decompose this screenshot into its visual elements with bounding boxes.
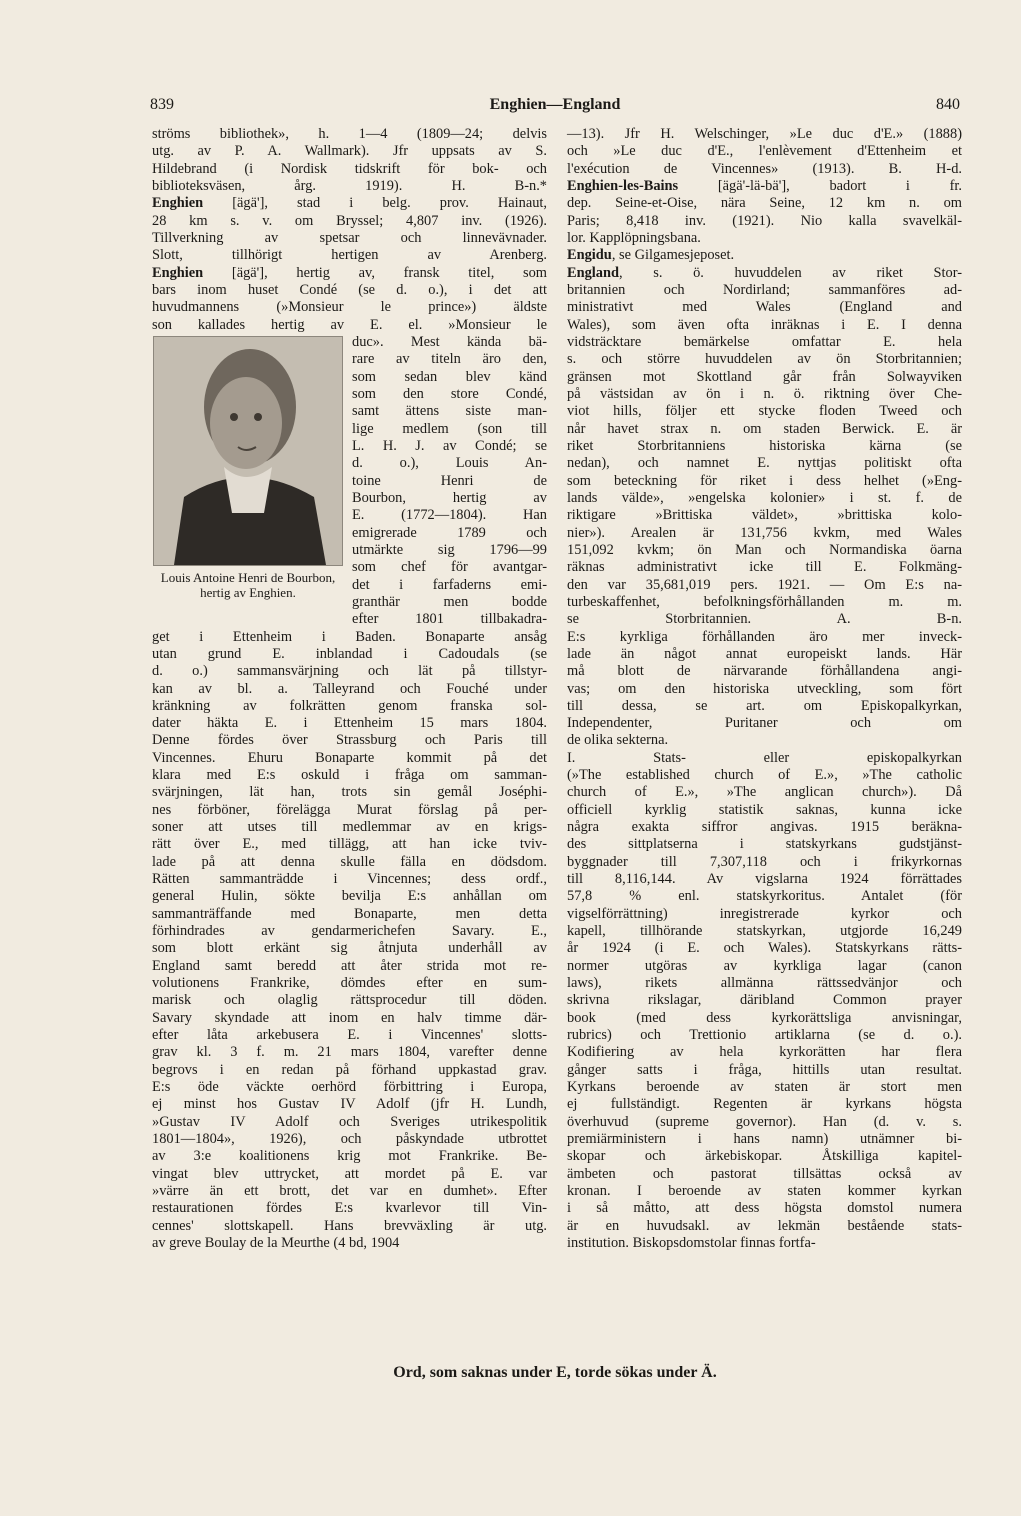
text-line: lands välde», »engelska kolonier» i st. f. de: [567, 489, 962, 506]
text-line: emigrerade 1789 och: [352, 524, 547, 541]
text-line: son kallades hertig av E. el. »Monsieur le: [152, 316, 547, 333]
text-line: turbeskaffenhet, befolkningsförhållanden m. m.: [567, 593, 962, 610]
text-line: l'exécution de Vincennes» (1913). B. H-d.: [567, 160, 962, 177]
text-line: Kyrkans beroende av staten är stort men: [567, 1079, 962, 1096]
text-line: Tillverkning av spetsar och linnevävnader.: [152, 229, 547, 246]
text-line: 28 km s. v. om Bryssel; 4,807 inv. (1926).: [152, 212, 547, 229]
text-line: kan av bl. a. Talleyrand och Fouché under: [152, 680, 547, 697]
text-line: cennes' slottskapell. Hans brevväxling är utg.: [152, 1217, 547, 1234]
text-line: get i Ettenheim i Baden. Bonaparte ansåg: [152, 628, 547, 645]
text-line: —13). Jfr H. Welschinger, »Le duc d'E.» (1888): [567, 126, 962, 142]
text-line: gränsen mot Skottland går från Solwayviken: [567, 368, 962, 385]
text-line: britannien och Nordirland; sammanföres ad-: [567, 281, 962, 298]
text-line: efter 1801 tillbakadra-: [352, 611, 547, 628]
text-line: av 3:e koalitionens krig mot Frankrike. Be-: [152, 1148, 547, 1165]
figure: [152, 334, 344, 629]
text-line: av greve Boulay de la Meurthe (4 bd, 1904: [152, 1235, 400, 1251]
text-line: L. H. J. av Condé; se: [352, 437, 547, 454]
text-line: church of E.», »The anglican church»). Då: [567, 784, 962, 801]
page-footer: Ord, som saknas under E, torde sökas under Ä.: [393, 1364, 717, 1381]
text-line: 57,8 % enl. statskyrkoritus. Antalet (för: [567, 888, 962, 905]
text-line: granthär men bodde: [352, 593, 547, 610]
text-line: som chef för avantgar-: [352, 559, 547, 576]
page-header: [150, 96, 960, 120]
text-line: skopar och ärkebiskopar. Åtskilliga kapitel-: [567, 1148, 962, 1165]
text-line: Savary skyndade att inom en halv timme där-: [152, 1009, 547, 1026]
text-line: Denne fördes över Strassburg och Paris till: [152, 732, 547, 749]
text-line: d. o.) sammansvärjning och lät på tillstyr-: [152, 663, 547, 680]
text-line: ej minst hos Gustav IV Adolf (jfr H. Lundh,: [152, 1096, 547, 1113]
text-line: utg. av P. A. Wallmark). Jfr uppsats av S.: [152, 143, 547, 160]
text-line: är en huvudsakl. av lekmän bestående stats-: [567, 1217, 962, 1234]
text-line: till 8,116,144. Av vigslarna 1924 förrättades: [567, 871, 962, 888]
text-line: må blott de närvarande förhållandena angi-: [567, 663, 962, 680]
text-line: nedan), och namnet E. nyttjas politiskt ofta: [567, 455, 962, 472]
text-line: samt ättens siste man-: [352, 403, 547, 420]
text-line: 151,092 kvkm; ön Man och Normandiska öarna: [567, 541, 962, 558]
text-line: når havet strax n. om staden Berwick. E. är: [567, 420, 962, 437]
left-wrap-text: [352, 334, 547, 629]
text-line: ämbeten och pastorat tillsättas också av: [567, 1165, 962, 1182]
text-line: nes förböner, förelägga Murat förslag på per-: [152, 801, 547, 818]
text-line: restaurationen fördes E:s kvarlevor till Vin-: [152, 1200, 547, 1217]
text-line: kapell, tillhörande statskyrkan, utgjorde 16,249: [567, 923, 962, 940]
text-line: premiärministern i hans namn) utnämner bi-: [567, 1131, 962, 1148]
text-line: dep. Seine-et-Oise, nära Seine, 12 km n. om: [567, 195, 962, 212]
text-line: book (med dess kyrkorättsliga anvisningar,: [567, 1009, 962, 1026]
text-line: E:s öde väckte oerhörd förbittring i Europa,: [152, 1079, 547, 1096]
text-line: dater häkta E. i Ettenheim 15 mars 1804.: [152, 715, 547, 732]
left-top-text: [152, 126, 547, 334]
text-line: rare av titeln äro den,: [352, 351, 547, 368]
portrait-drawing: [154, 337, 342, 565]
text-line: marisk och olaglig rättsprocedur till döden.: [152, 992, 547, 1009]
text-line: d. o.), Louis An-: [352, 455, 547, 472]
text-line: institution. Biskopsdomstolar finnas fortfa-: [567, 1235, 816, 1251]
text-line: E. (1772—1804). Han: [352, 507, 547, 524]
portrait-image: [153, 336, 343, 566]
text-line: bars inom huset Condé (se d. o.), i det att: [152, 281, 547, 298]
text-line: (»The established church of E.», »The catholic: [567, 767, 962, 784]
text-line: se Storbritannien. A. B-n.: [567, 611, 962, 628]
text-line: ej fullständigt. Regenten är kyrkans högsta: [567, 1096, 962, 1113]
text-line: England samt beredd att åter strida mot re-: [152, 957, 547, 974]
text-line: den var 35,681,019 pers. 1921. — Om E:s na-: [567, 576, 962, 593]
text-line: rätt över E., med tillägg, att han icke tviv-: [152, 836, 547, 853]
text-line: Slott, tillhörigt hertigen av Arenberg.: [152, 247, 547, 264]
text-line: lade på att denna skulle fälla en dödsdom.: [152, 853, 547, 870]
text-line: vas; om den historiska utveckling, som fört: [567, 680, 962, 697]
text-line: lor. Kapplöpningsbana.: [567, 229, 701, 246]
text-line: viot hills, följer ett stycke floden Tweed och: [567, 403, 962, 420]
text-line: överhuvud (supreme governor). Han (d. v. s.: [567, 1113, 962, 1130]
text-line: som den store Condé,: [352, 385, 547, 402]
text-line: nier»). Arealen är 131,756 kvkm, med Wales: [567, 524, 962, 541]
text-line: »Gustav IV Adolf och Sveriges utrikespolitik: [152, 1113, 547, 1130]
text-line: Bourbon, hertig av: [352, 489, 547, 506]
text-line: svärjningen, lät han, trots sin gemål Joséphi-: [152, 784, 547, 801]
text-line: sammanträffande med Bonaparte, men detta: [152, 905, 547, 922]
text-line: Rätten sammanträdde i Vincennes; dess ordf.,: [152, 871, 547, 888]
text-line: toine Henri de: [352, 472, 547, 489]
text-line: Enghien [ägä'], hertig av, fransk titel, som: [152, 264, 547, 281]
text-line: normer utgöras av kyrkliga lagar (canon: [567, 957, 962, 974]
text-line: begrovs i en redan på förhand uppkastad grav.: [152, 1061, 547, 1078]
text-line: Independenter, Puritaner och om: [567, 715, 962, 732]
text-line: Engidu, se Gilgamesjeposet.: [567, 247, 735, 264]
text-line: som sedan blev känd: [352, 368, 547, 385]
text-line: räknas administrativt icke till E. Folkmäng-: [567, 559, 962, 576]
text-line: I. Stats- eller episkopalkyrkan: [567, 749, 962, 766]
figure-block: [152, 334, 547, 629]
page-number-left: 839: [150, 96, 174, 113]
text-line: ströms bibliothek», h. 1—4 (1809—24; delvis: [152, 126, 547, 142]
text-line: lade än något annat europeiskt lands. Här: [567, 645, 962, 662]
text-line: Hildebrand (i Nordisk tidskrift för bok- och: [152, 160, 547, 177]
text-line: s. och större huvuddelen av ön Storbritannien;: [567, 351, 962, 368]
left-column: [152, 126, 547, 1252]
text-line: lige medlem (son till: [352, 420, 547, 437]
text-line: laws), rikets allmänna rättssedvänjor och: [567, 975, 962, 992]
text-line: rubrics) och Trettionio artiklarna (se d. o.).: [567, 1027, 962, 1044]
text-line: huvudmannens (»Monsieur le prince») äldste: [152, 299, 547, 316]
text-line: det i farfaderns emi-: [352, 576, 547, 593]
text-line: Kodifiering av hela kyrkorätten har flera: [567, 1044, 962, 1061]
text-line: officiell kyrklig statistik saknas, kunna icke: [567, 801, 962, 818]
text-line: förhindrades av gendarmerichefen Savary. E.,: [152, 923, 547, 940]
text-line: duc». Mest kända bä-: [352, 333, 547, 350]
text-line: ministrativt med Wales (England and: [567, 299, 962, 316]
text-line: riktigare »Brittiska väldet», »brittiska kolo-: [567, 507, 962, 524]
left-bottom-text: [152, 629, 547, 1253]
text-line: utmärkte sig 1796—99: [352, 541, 547, 558]
text-line: några exakta siffror angivas. 1915 beräkna-: [567, 819, 962, 836]
text-line: general Hulin, sökte bevilja E:s anhållan om: [152, 888, 547, 905]
right-column: [567, 126, 962, 1252]
text-line: des sittplatserna i statskyrkans gudstjänst-: [567, 836, 962, 853]
text-line: Paris; 8,418 inv. (1921). Nio kalla svavelkäl-: [567, 212, 962, 229]
running-title: Enghien—England: [489, 96, 621, 113]
text-line: Vincennes. Ehuru Bonaparte kommit på det: [152, 749, 547, 766]
page-number-right: 840: [936, 96, 960, 113]
text-line: i så måtto, att dess högsta domstol numera: [567, 1200, 962, 1217]
text-line: de olika sekterna.: [567, 732, 669, 749]
text-line: efter låta arkebusera E. i Vincennes' slotts-: [152, 1027, 547, 1044]
text-line: Enghien-les-Bains [ägä'-lä-bä'], badort i fr.: [567, 177, 962, 194]
text-line: biblioteksväsen, årg. 1919). H. B-n.*: [152, 177, 547, 194]
text-line: skrivna rikslagar, däribland Common prayer: [567, 992, 962, 1009]
text-line: Wales), som även ofta inräknas i E. I denna: [567, 316, 962, 333]
text-line: vigselförrättning) inregistrerade kyrkor och: [567, 905, 962, 922]
figure-caption: Louis Antoine Henri de Bourbon, hertig av Enghien.: [160, 569, 336, 600]
text-line: på västsidan av ön i n. ö. riktning över Che-: [567, 385, 962, 402]
text-line: som beteckning för riket i dess helhet (»Eng-: [567, 472, 962, 489]
text-line: England, s. ö. huvuddelen av riket Stor-: [567, 264, 962, 281]
text-line: »värre än ett brott, det var en dumhet». Efter: [152, 1183, 547, 1200]
text-line: vidsträcktare bemärkelse omfattar E. hela: [567, 333, 962, 350]
text-line: riket Storbritanniens historiska kärna (se: [567, 437, 962, 454]
text-line: E:s kyrkliga förhållanden äro mer inveck-: [567, 628, 962, 645]
text-line: kränkning av folkrätten genom franska sol-: [152, 697, 547, 714]
text-line: Enghien [ägä'], stad i belg. prov. Hainaut,: [152, 195, 547, 212]
text-line: vingat blev uttrycket, att mordet på E. var: [152, 1165, 547, 1182]
text-line: kronan. I beroende av staten kommer kyrkan: [567, 1183, 962, 1200]
text-line: som blott erkänt sig åtnjuta underhåll av: [152, 940, 547, 957]
text-line: grav kl. 3 f. m. 21 mars 1804, varefter denne: [152, 1044, 547, 1061]
text-line: gånger satts i fråga, hittills utan resultat.: [567, 1061, 962, 1078]
text-line: byggnader till 7,307,118 och i frikyrkornas: [567, 853, 962, 870]
text-line: år 1924 (i E. och Wales). Statskyrkans rätts-: [567, 940, 962, 957]
text-line: utan grund E. inblandad i Cadoudals (se: [152, 645, 547, 662]
text-line: soner att utses till medlemmar av en krigs-: [152, 819, 547, 836]
text-line: 1801—1804», 1926), och påskyndade utbrottet: [152, 1131, 547, 1148]
text-line: volutionens Frankrike, dömdes efter en sum-: [152, 975, 547, 992]
text-line: till dessa, se art. om Episkopalkyrkan,: [567, 697, 962, 714]
text-line: klara med E:s oskuld i fråga om samman-: [152, 767, 547, 784]
text-line: och »Le duc d'E., l'enlèvement d'Ettenheim et: [567, 143, 962, 160]
